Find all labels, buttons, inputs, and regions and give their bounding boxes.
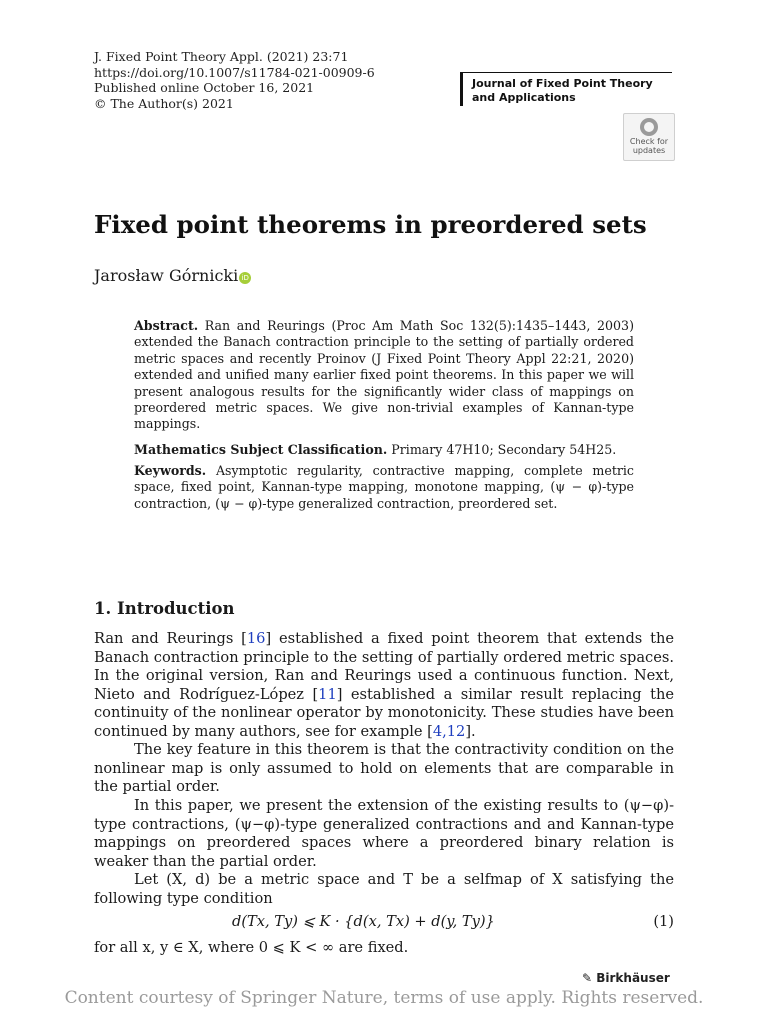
article-metadata <box>94 49 375 111</box>
citation-link-4-12[interactable]: 4,12 <box>432 722 466 740</box>
copyright-notice: © The Author(s) 2021 <box>94 95 234 111</box>
journal-name-line1: Journal of Fixed Point Theory <box>472 77 653 90</box>
keywords-label: Keywords. <box>134 463 207 478</box>
abstract <box>134 318 634 433</box>
paragraph-4: Let (X, d) be a metric space and T be a selfmap of X satisfying the following type condition <box>94 871 674 907</box>
paragraph-1-text-a: Ran and Reurings [ <box>94 630 247 647</box>
orcid-icon[interactable]: iD <box>239 272 251 284</box>
paragraph-5: for all x, y ∈ X, where 0 ⩽ K < ∞ are fixed. <box>94 939 409 956</box>
paragraph-1 <box>94 630 674 742</box>
section-title: Introduction <box>116 599 235 618</box>
citation-link-16[interactable]: 16 <box>246 630 266 647</box>
paragraph-1-text-b: ] established a fixed point theorem that extends the Banach contraction principle to the setting of partially ordered metric spaces. In the original version, Ran and Reurings used a continuous function. Next, Nieto and Rodríguez-López [ <box>94 630 674 703</box>
journal-name-line2: and Applications <box>472 91 576 104</box>
journal-citation: J. Fixed Point Theory Appl. (2021) 23:71 <box>94 49 349 64</box>
journal-name-box <box>460 72 672 106</box>
check-updates-icon <box>640 118 658 136</box>
publisher-logo <box>582 971 670 985</box>
msc-text: Primary 47H10; Secondary 54H25. <box>391 442 617 457</box>
author-name[interactable]: Jarosław Górnicki <box>94 266 239 285</box>
equation-number: (1) <box>653 913 674 930</box>
paper-title: Fixed point theorems in preordered sets <box>94 210 647 239</box>
publisher-icon: ✎ <box>582 971 593 985</box>
keywords-text: Asymptotic regularity, contractive mapping, complete metric space, fixed point, Kannan-type mapping, monotone mapping, (ψ − φ)-type contraction, (ψ − φ)-type generalized contraction, preordered set. <box>134 463 634 511</box>
footer-notice: Content courtesy of Springer Nature, terms of use apply. Rights reserved. <box>64 988 704 1008</box>
section-number: 1. <box>94 599 112 618</box>
badge-line1: Check for <box>629 137 669 146</box>
subject-classification <box>134 442 634 458</box>
paragraph-1-text-c: ] established a similar result replacing the continuity of the nonlinear operator by monotonicity. These studies have been continued by many authors, see for example [ <box>94 685 674 740</box>
section-heading-introduction <box>94 599 235 618</box>
abstract-text: Ran and Reurings (Proc Am Math Soc 132(5):1435–1443, 2003) extended the Banach contraction principle to the setting of partially ordered metric spaces and recently Proinov (J Fixed Point Theory Appl 22:21, 2020) extended and unified many earlier fixed point theorems. In this paper we will present analogous results for the significantly wider class of mappings on preordered metric spaces. We give non-trivial examples of Kannan-type mappings. <box>134 318 634 432</box>
author-line <box>94 266 251 285</box>
doi-link[interactable]: https://doi.org/10.1007/s11784-021-00909-6 <box>94 64 375 80</box>
equation-formula: d(Tx, Ty) ⩽ K · {d(x, Tx) + d(y, Ty)} <box>232 913 495 930</box>
badge-line2: updates <box>632 145 666 155</box>
paragraph-1-text-d: ]. <box>465 722 476 740</box>
msc-label: Mathematics Subject Classification. <box>134 442 388 457</box>
abstract-label: Abstract. <box>134 318 199 333</box>
paragraph-2: The key feature in this theorem is that the contractivity condition on the nonlinear map is only assumed to hold on elements that are comparable in the partial order. <box>94 741 674 796</box>
keywords <box>134 463 634 512</box>
check-for-updates-badge[interactable] <box>623 113 675 161</box>
publication-date: Published online October 16, 2021 <box>94 80 315 95</box>
publisher-name: Birkhäuser <box>596 971 670 985</box>
equation-1 <box>94 913 674 933</box>
paragraph-3: In this paper, we present the extension of the existing results to (ψ−φ)-type contractions, (ψ−φ)-type generalized contractions and and Kannan-type mappings on preordered spaces where a preordered binary relation is weaker than the partial order. <box>94 797 674 870</box>
citation-link-11[interactable]: 11 <box>318 685 337 703</box>
